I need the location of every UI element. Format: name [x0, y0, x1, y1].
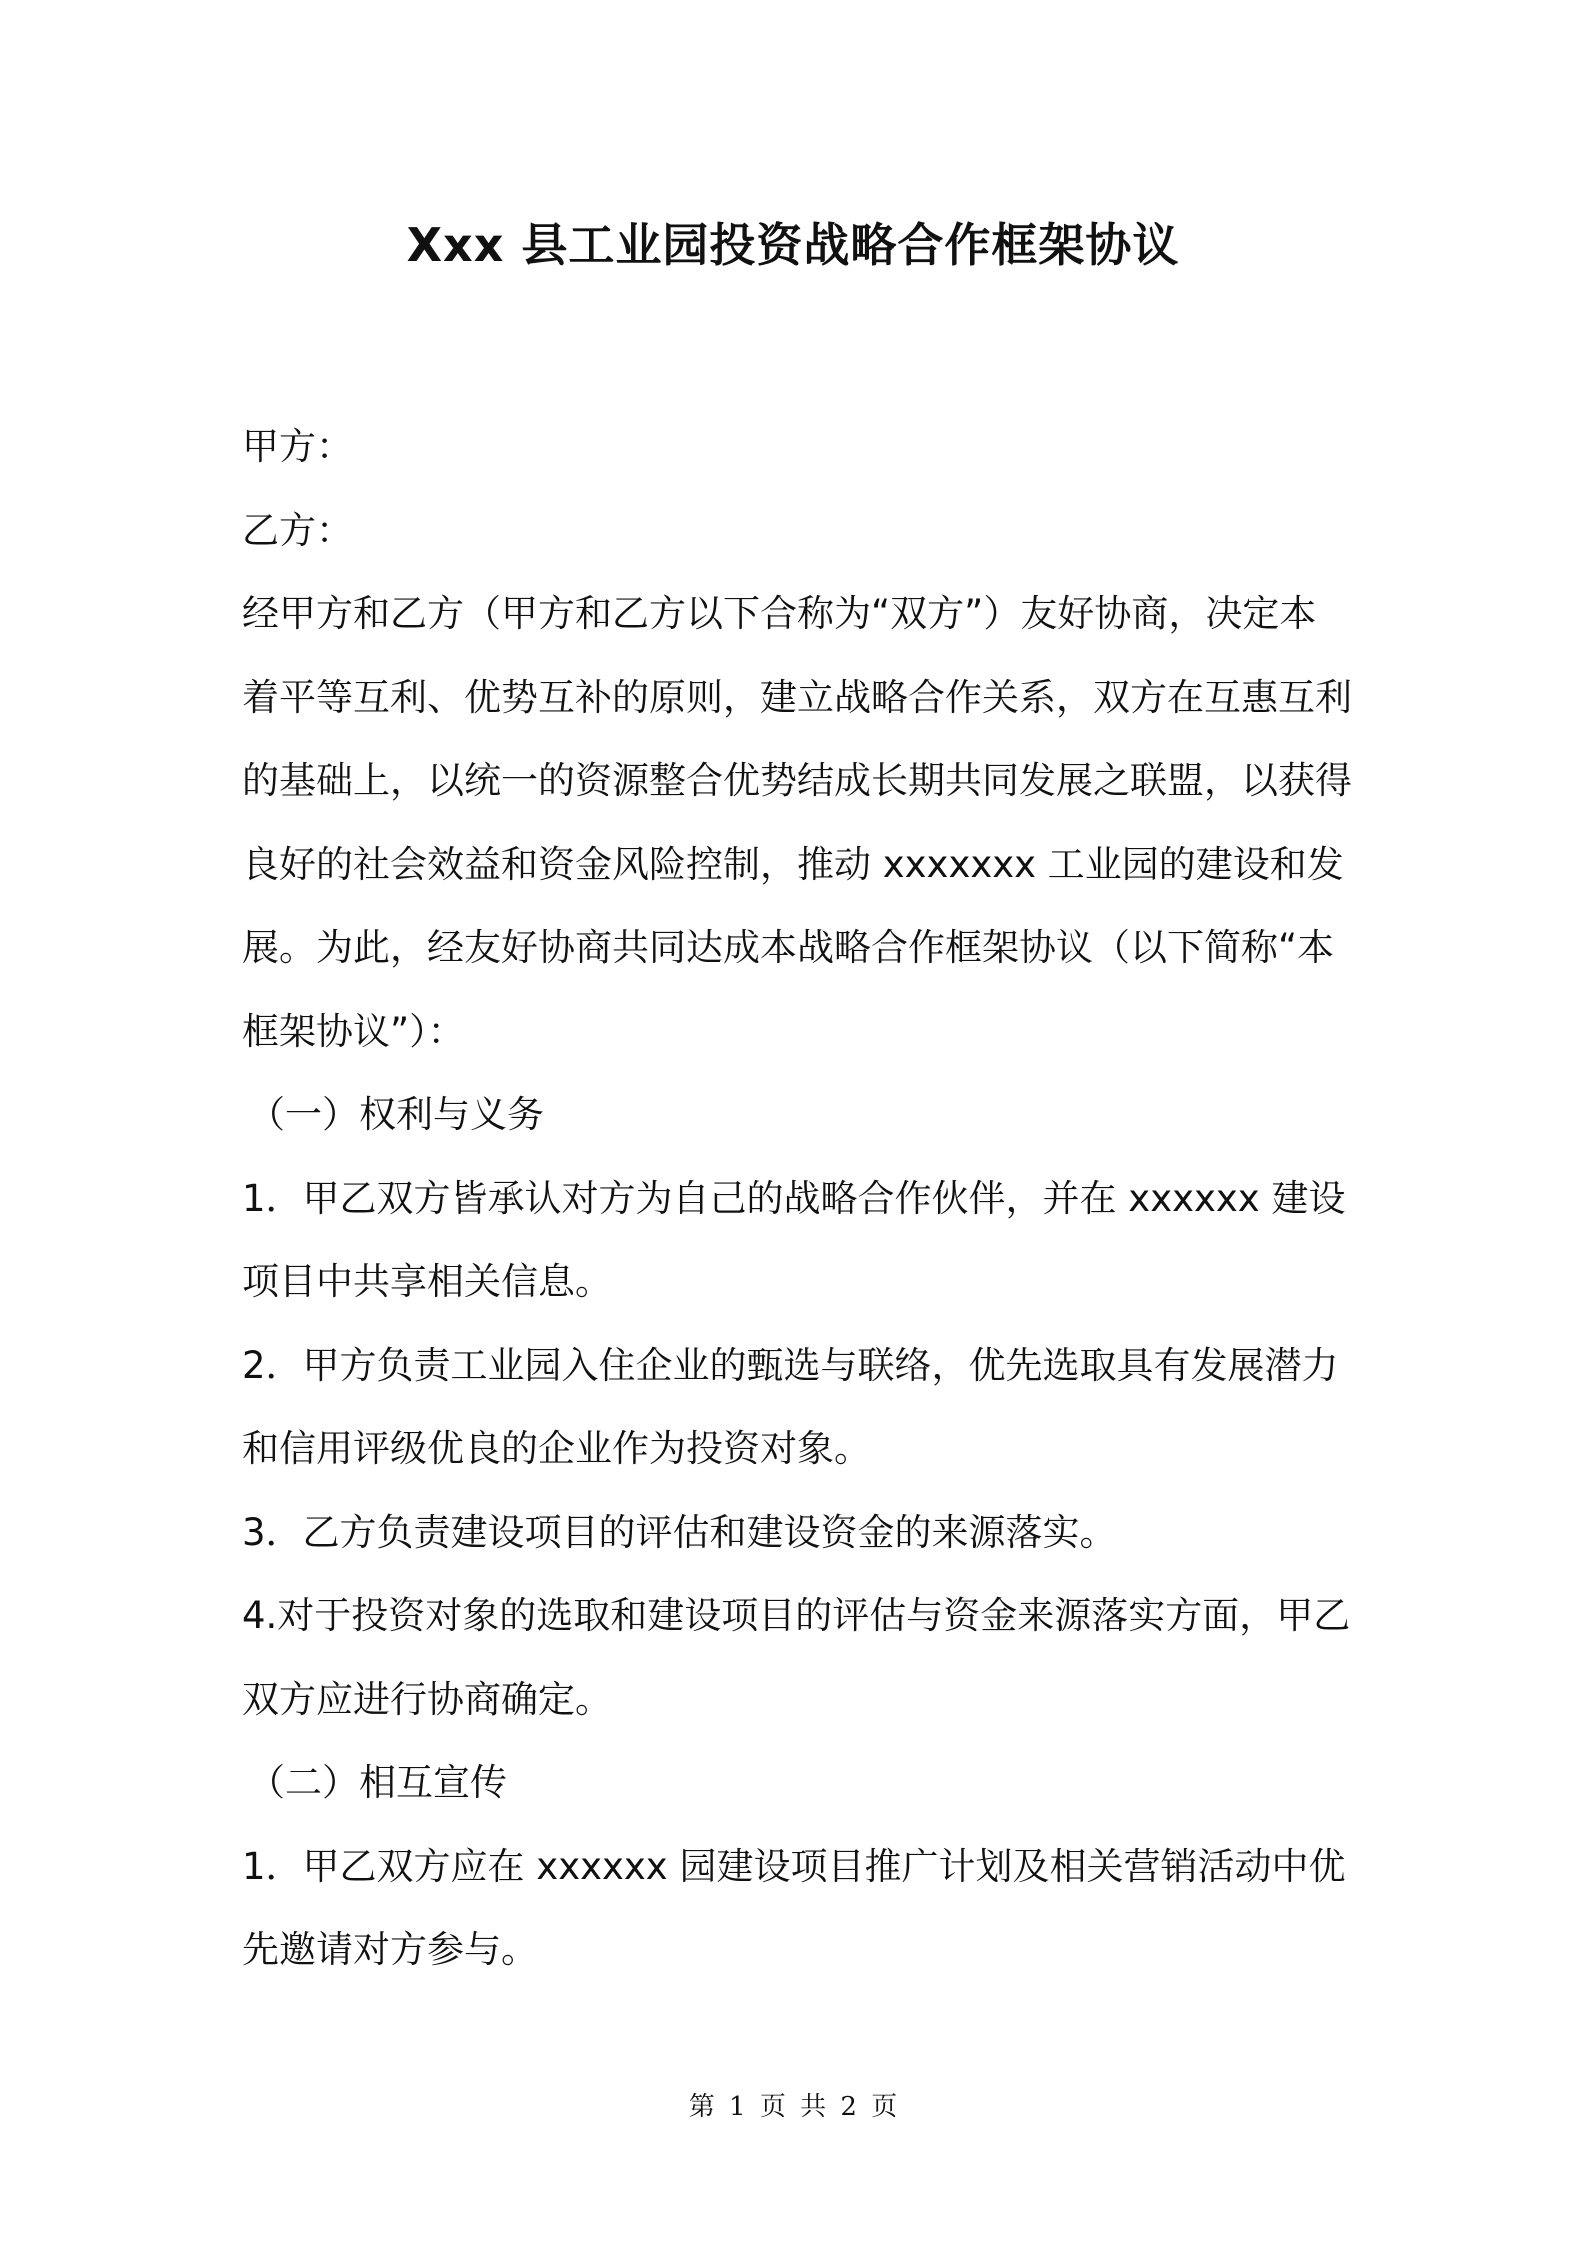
preamble-line: 框架协议”）：: [242, 1009, 465, 1053]
document-title: Xxx 县工业园投资战略合作框架协议: [406, 218, 1180, 272]
document-body: [242, 405, 1357, 1992]
page-number-footer: 第 1 页 共 2 页: [688, 2092, 898, 2122]
preamble-line: 着平等互利、优势互补的原则，建立战略合作关系，双方在互惠互利: [242, 675, 1352, 719]
clause-line: 双方应进行协商确定。: [242, 1677, 612, 1721]
preamble-line: 良好的社会效益和资金风险控制，推动 xxxxxxx 工业园的建设和发: [242, 842, 1344, 886]
party-a-label: 甲方：: [242, 425, 353, 468]
clause-line: 和信用评级优良的企业作为投资对象。: [242, 1427, 871, 1470]
section-heading-mutual-promotion: （二）相互宣传: [248, 1761, 507, 1804]
clause-line: 先邀请对方参与。: [242, 1928, 538, 1971]
preamble-line: 展。为此，经友好协商共同达成本战略合作框架协议（以下简称“本: [242, 926, 1335, 969]
clause-line: 2．甲方负责工业园入住企业的甄选与联络，优先选取具有发展潜力: [242, 1343, 1339, 1387]
party-b-label: 乙方：: [242, 508, 353, 552]
clause-line: 4.对于投资对象的选取和建设项目的评估与资金来源落实方面，甲乙: [242, 1594, 1351, 1637]
clause-line: 项目中共享相关信息。: [242, 1260, 612, 1303]
section-heading-rights-obligations: （一）权利与义务: [248, 1093, 544, 1136]
clause-line: 3．乙方负责建设项目的评估和建设资金的来源落实。: [242, 1510, 1117, 1554]
preamble-line: 经甲方和乙方（甲方和乙方以下合称为“双方”）友好协商，决定本: [242, 592, 1317, 635]
preamble-line: 的基础上，以统一的资源整合优势结成长期共同发展之联盟，以获得: [242, 759, 1352, 802]
clause-line: 1．甲乙双方皆承认对方为自己的战略合作伙伴，并在 xxxxxx 建设: [242, 1176, 1346, 1220]
clause-line: 1．甲乙双方应在 xxxxxx 园建设项目推广计划及相关营销活动中优: [242, 1844, 1346, 1888]
